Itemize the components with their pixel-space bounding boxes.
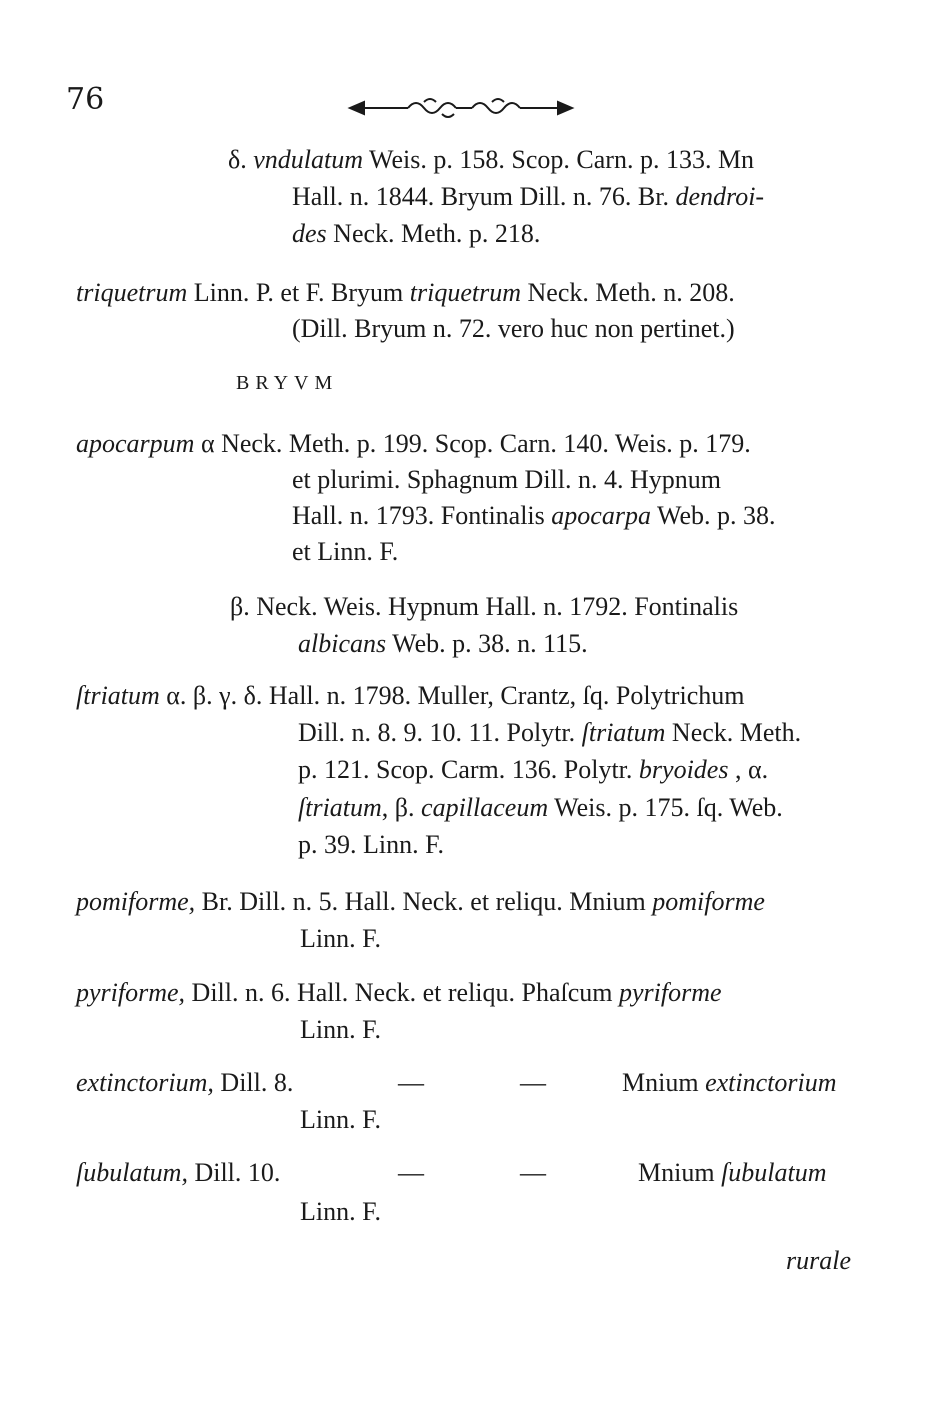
ditto-dash: —	[398, 1068, 424, 1097]
species-name: ſtriatum	[76, 681, 160, 710]
species-name: triquetrum	[76, 278, 188, 307]
citation-text: Hall. n. 1844. Bryum Dill. n. 76. Br.	[292, 182, 676, 211]
species-name: ſtriatum	[581, 718, 666, 747]
species-name: apocarpum	[76, 429, 195, 458]
citation-text: Web. p. 38.	[650, 501, 776, 530]
variety-mark: δ.	[228, 145, 247, 174]
entry-line	[228, 143, 856, 177]
variety-mark: α	[194, 429, 215, 458]
variety-mark: α. β. γ. δ.	[159, 681, 263, 710]
species-name: vndulatum	[253, 145, 364, 174]
species-name: ſtriatum	[298, 793, 382, 822]
variety-mark: β.	[230, 592, 250, 621]
entry-line	[292, 217, 540, 251]
species-name: triquetrum	[409, 278, 522, 307]
citation-text: Hall. n. 1793. Fontinalis	[292, 501, 552, 530]
species-name: capillaceum	[421, 793, 549, 822]
species-name: bryoides	[638, 755, 729, 784]
citation-text: Weis. p. 158. Scop. Carn. p. 133. Mn	[363, 145, 755, 174]
entry-line: et plurimi. Sphagnum Dill. n. 4. Hypnum	[292, 465, 721, 494]
species-name: des	[292, 219, 327, 248]
entry-line	[292, 499, 775, 533]
entry-line	[230, 590, 738, 624]
catchword: rurale	[786, 1246, 851, 1275]
entry-line: Linn. F.	[300, 924, 381, 953]
citation-text: Dill. n. 6. Hall. Neck. et reliqu. Phaſcum	[185, 978, 620, 1007]
citation-text: Neck. Meth. n. 208.	[521, 278, 735, 307]
ditto-dash: —	[520, 1068, 546, 1097]
species-name: pomiforme	[652, 887, 765, 916]
entry-line: p. 39. Linn. F.	[298, 830, 444, 859]
species-name: pyriforme	[619, 978, 722, 1007]
species-name: albicans	[298, 629, 387, 658]
entry-line: et Linn. F.	[292, 537, 399, 566]
citation-text: Linn. P. et F. Bryum	[187, 278, 410, 307]
species-name: ſubulatum,	[76, 1158, 188, 1187]
entry-line	[76, 427, 751, 461]
entry-line	[292, 180, 764, 214]
entry-line: (Dill. Bryum n. 72. vero huc non pertinet.)	[292, 314, 735, 343]
species-name: apocarpa	[551, 501, 651, 530]
species-name: dendroi-	[675, 182, 765, 211]
species-name: ſubulatum	[721, 1158, 827, 1187]
ditto-dash: —	[520, 1158, 546, 1187]
citation-text: , α.	[728, 755, 769, 784]
citation-text: Neck. Meth.	[665, 718, 802, 747]
entry-line: Linn. F.	[300, 1105, 381, 1134]
entry-line	[76, 276, 735, 310]
entry-line: Linn. F.	[300, 1015, 381, 1044]
entry-line	[298, 627, 588, 661]
citation-text: Mnium	[638, 1158, 722, 1187]
citation-text: , β.	[381, 793, 422, 822]
page-number: 76	[66, 82, 105, 117]
species-name: extinctorium	[705, 1068, 837, 1097]
citation-text: Neck. Meth. p. 218.	[326, 219, 541, 248]
species-name: pyriforme,	[76, 978, 186, 1007]
citation-text: Neck. Meth. p. 199. Scop. Carn. 140. Weis. p. 179.	[214, 429, 751, 458]
species-name: extinctorium,	[76, 1068, 214, 1097]
entry-line	[298, 753, 768, 787]
citation-text: Dill. n. 8. 9. 10. 11. Polytr.	[298, 718, 582, 747]
citation-text: Dill. 10.	[187, 1158, 281, 1187]
citation-text: Web. p. 38. n. 115.	[386, 629, 588, 658]
citation-text: Mnium	[622, 1068, 706, 1097]
header-ornament-icon	[346, 94, 576, 122]
entry-line	[76, 679, 744, 713]
entry-line: Linn. F.	[300, 1197, 381, 1226]
citation-text: Neck. Weis. Hypnum Hall. n. 1792. Fontinalis	[249, 592, 739, 621]
citation-text: Dill. 8.	[213, 1068, 294, 1097]
entry-line	[298, 791, 783, 825]
entry-line	[298, 716, 801, 750]
ditto-dash: —	[398, 1158, 424, 1187]
citation-text: p. 121. Scop. Carm. 136. Polytr.	[298, 755, 639, 784]
species-name: pomiforme,	[76, 887, 196, 916]
citation-text: Weis. p. 175. ſq. Web.	[548, 793, 783, 822]
citation-text: Br. Dill. n. 5. Hall. Neck. et reliqu. Mnium	[195, 887, 653, 916]
entry-line	[76, 976, 722, 1010]
citation-text: Hall. n. 1798. Muller, Crantz, ſq. Polytrichum	[262, 681, 745, 710]
entry-line	[76, 885, 765, 919]
section-heading: BRYVM	[236, 372, 339, 394]
